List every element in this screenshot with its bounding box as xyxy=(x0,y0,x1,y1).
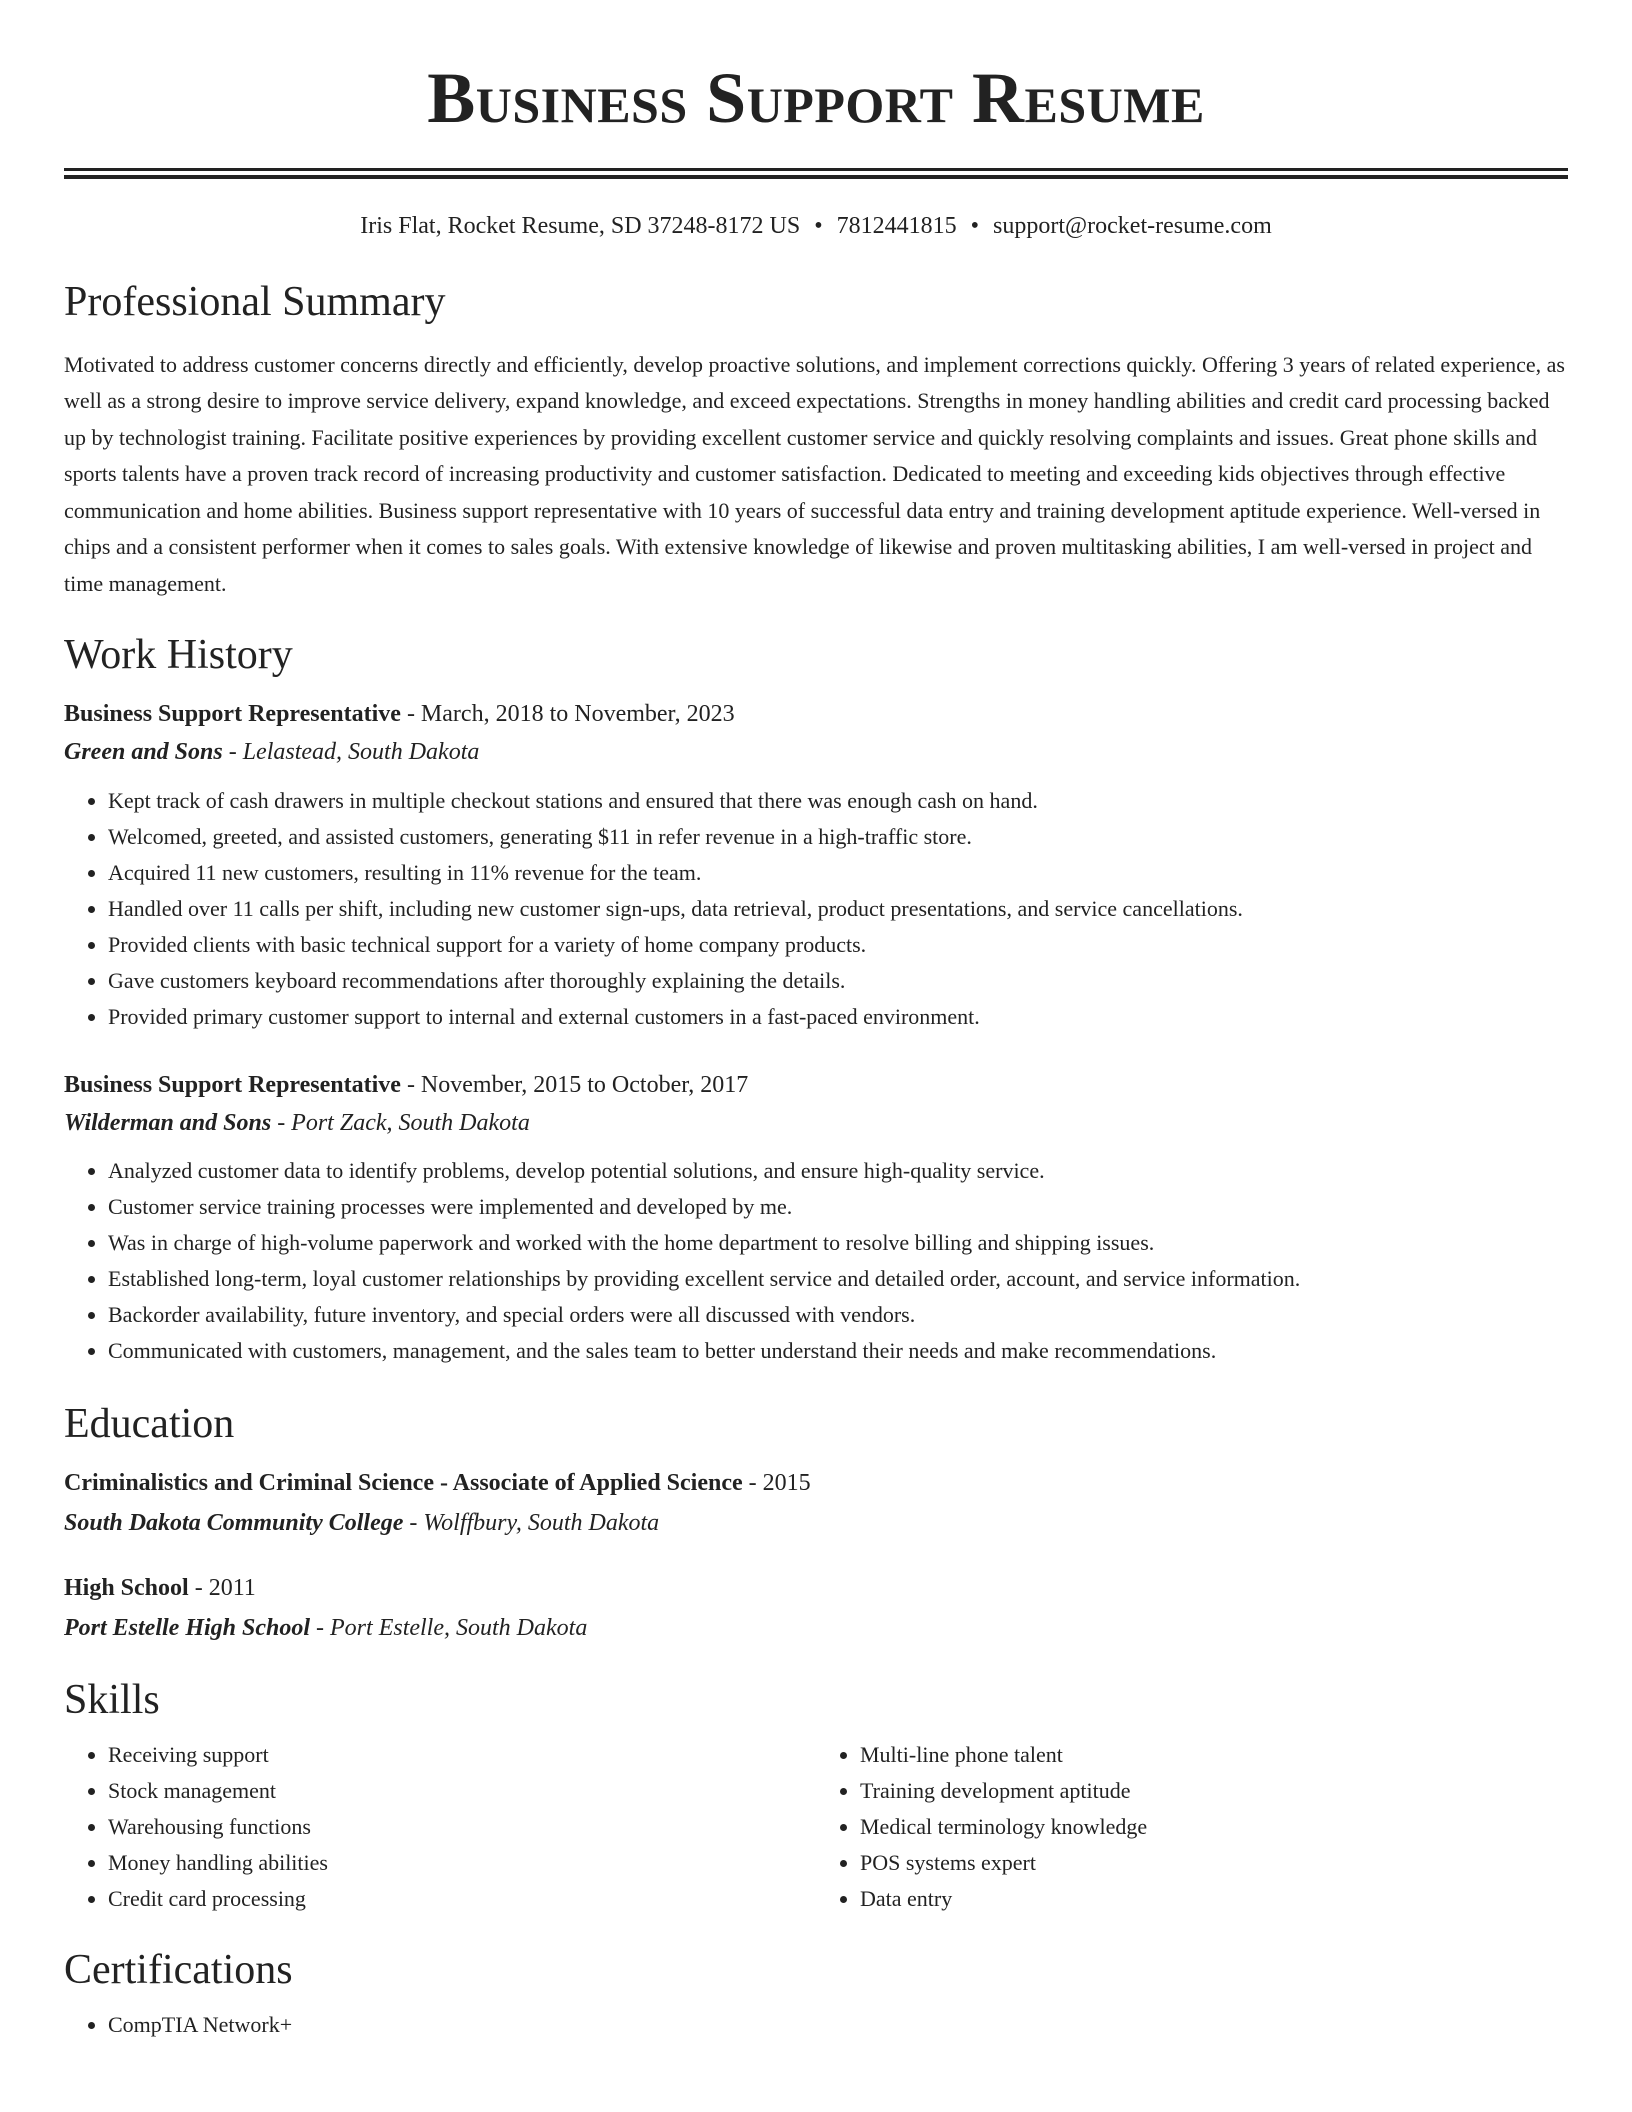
list-item: • Acquired 11 new customers, resulting in 11% revenue for the team. xyxy=(108,855,1568,891)
job-entry xyxy=(64,1071,1568,1370)
job-entry xyxy=(64,700,1568,1035)
job-dates: - March, 2018 to November, 2023 xyxy=(400,701,735,728)
job-company: Wilderman and Sons xyxy=(64,1109,272,1136)
education-location: - Wolffbury, South Dakota xyxy=(403,1510,660,1537)
list-item: • Analyzed customer data to identify problems, develop potential solutions, and ensure high-quality service. xyxy=(108,1153,1568,1189)
education-entry xyxy=(64,1469,1568,1538)
section-heading-education: Education xyxy=(64,1401,235,1448)
resume-page xyxy=(64,0,1568,2043)
job-title-line xyxy=(64,1071,1568,1100)
skills-grid xyxy=(64,1737,1568,1917)
education-degree: High School xyxy=(64,1575,189,1602)
section-heading-skills: Skills xyxy=(64,1676,160,1723)
list-item: • Data entry xyxy=(860,1881,1568,1917)
list-item: • Handled over 11 calls per shift, including new customer sign-ups, data retrieval, product presentations, and service cancellations. xyxy=(108,891,1568,927)
education-degree: Criminalistics and Criminal Science - Associate of Applied Science xyxy=(64,1470,743,1497)
contact-line xyxy=(64,212,1568,241)
contact-address: Iris Flat, Rocket Resume, SD 37248-8172 US xyxy=(360,213,801,239)
list-item: • POS systems expert xyxy=(860,1845,1568,1881)
list-item: • Communicated with customers, management, and the sales team to better understand their needs and make recommendations. xyxy=(108,1333,1568,1369)
contact-separator: • xyxy=(814,213,823,239)
job-bullet-list xyxy=(64,783,1568,1035)
education-year: - 2015 xyxy=(742,1470,811,1497)
contact-separator: • xyxy=(970,213,980,239)
list-item: • Stock management xyxy=(108,1773,816,1809)
list-item: • Gave customers keyboard recommendations after thoroughly explaining the details. xyxy=(108,963,1568,999)
job-bullet-list xyxy=(64,1153,1568,1369)
contact-email: support@rocket-resume.com xyxy=(993,213,1272,239)
list-item: • Customer service training processes were implemented and developed by me. xyxy=(108,1189,1568,1225)
job-title: Business Support Representative xyxy=(64,701,401,728)
list-item: • Training development aptitude xyxy=(860,1773,1568,1809)
list-item: • Was in charge of high-volume paperwork and worked with the home department to resolve billing and shipping issues. xyxy=(108,1225,1568,1261)
list-item: • Money handling abilities xyxy=(108,1845,816,1881)
education-entry xyxy=(64,1574,1568,1643)
list-item: • Backorder availability, future inventory, and special orders were all discussed with vendors. xyxy=(108,1297,1568,1333)
education-school: Port Estelle High School xyxy=(64,1614,311,1641)
contact-phone: 7812441815 xyxy=(836,213,957,239)
education-year: - 2011 xyxy=(188,1575,256,1602)
job-title: Business Support Representative xyxy=(64,1071,401,1098)
job-title-line xyxy=(64,700,1568,729)
certifications-list xyxy=(64,2007,1568,2043)
job-location: - Port Zack, South Dakota xyxy=(271,1109,530,1136)
list-item: • Medical terminology knowledge xyxy=(860,1809,1568,1845)
skills-list-right xyxy=(816,1737,1568,1917)
list-item: • Kept track of cash drawers in multiple checkout stations and ensured that there was enough cash on hand. xyxy=(108,783,1568,819)
job-location: - Lelastead, South Dakota xyxy=(222,739,480,766)
list-item: • Provided clients with basic technical support for a variety of home company products. xyxy=(108,927,1568,963)
job-dates: - November, 2015 to October, 2017 xyxy=(400,1071,749,1098)
summary-text: Motivated to address customer concerns directly and efficiently, develop proactive solutions, and implement corrections quickly. Offering 3 years of related experience, as well as a strong desire to improve service delivery, expand knowledge, and exceed expectations. Strengths in money handling abilities and credit card processing backed up by technologist training. Facilitate positive experiences by providing excellent customer service and quickly resolving complaints and issues. Great phone skills and sports talents have a proven track record of increasing productivity and customer satisfaction. Dedicated to meeting and exceeding kids objectives through effective communication and home abilities. Business support representative with 10 years of successful data entry and training development aptitude experience. Well-versed in chips and a consistent performer when it comes to sales goals. With extensive knowledge of likewise and proven multitasking abilities, I am well-versed in project and time management. xyxy=(64,351,1565,596)
list-item: • Established long-term, loyal customer relationships by providing excellent service and detailed order, account, and service information. xyxy=(108,1261,1568,1297)
list-item: • Warehousing functions xyxy=(108,1809,816,1845)
education-degree-line xyxy=(64,1574,1568,1603)
skills-list-left xyxy=(64,1737,816,1917)
list-item: • Provided primary customer support to internal and external customers in a fast-paced environment. xyxy=(108,999,1568,1035)
list-item: • Credit card processing xyxy=(108,1881,816,1917)
education-school: South Dakota Community College xyxy=(64,1510,404,1537)
title-double-rule xyxy=(64,168,1568,180)
list-item: • CompTIA Network+ xyxy=(108,2007,1568,2043)
education-school-line xyxy=(64,1509,1568,1538)
section-heading-certifications: Certifications xyxy=(64,1946,293,1993)
job-company-line xyxy=(64,738,1568,767)
list-item: • Multi-line phone talent xyxy=(860,1737,1568,1773)
job-company-line xyxy=(64,1109,1568,1138)
section-heading-work-history: Work History xyxy=(64,632,293,679)
list-item: • Welcomed, greeted, and assisted customers, generating $11 in refer revenue in a high-traffic store. xyxy=(108,819,1568,855)
education-degree-line xyxy=(64,1469,1568,1498)
section-heading-summary: Professional Summary xyxy=(64,278,446,325)
job-company: Green and Sons xyxy=(64,739,223,766)
education-school-line xyxy=(64,1614,1568,1643)
education-location: - Port Estelle, South Dakota xyxy=(310,1614,588,1641)
resume-title: Business Support Resume xyxy=(427,58,1205,138)
list-item: • Receiving support xyxy=(108,1737,816,1773)
